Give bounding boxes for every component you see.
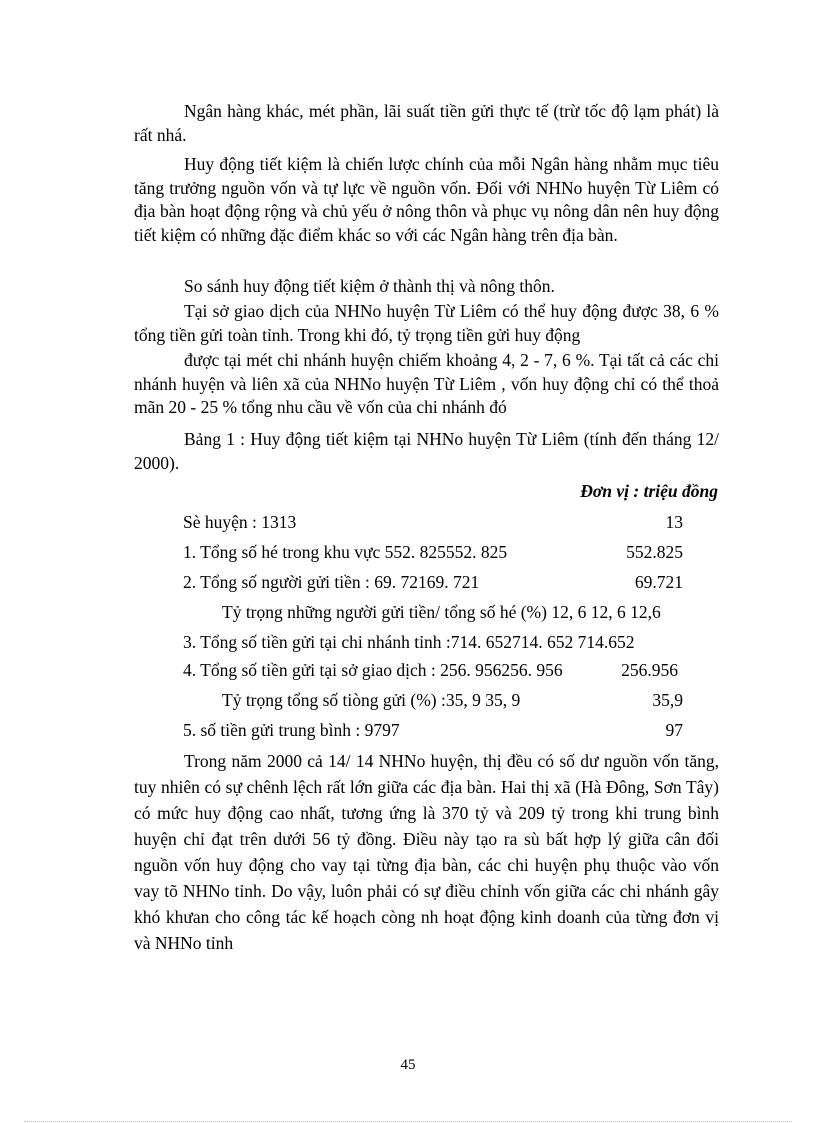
page-border: [24, 1121, 792, 1122]
paragraph-4a: Tại sở giao dịch của NHNo huyện Từ Liêm có thể huy động được 38, 6 % tổng tiền gửi toàn tỉnh. Trong khi đó, tỷ trọng tiền gửi huy động: [134, 301, 719, 345]
row-label: 1. Tổng số hé trong khu vực 552. 825552. 825: [183, 542, 508, 562]
table-caption: Bảng 1 : Huy động tiết kiệm tại NHNo huyện Từ Liêm (tính đến tháng 12/ 2000).: [134, 429, 719, 473]
row-label: Sè huyện : 1313: [183, 512, 297, 532]
row-label: Tỷ trọng tổng số tiòng gửi (%) :35, 9 35, 9: [222, 690, 521, 710]
paragraph-4b: được tại mét chi nhánh huyện chiếm khoảng 4, 2 - 7, 6 %. Tại tất cả các chi nhánh huyện và liên xã của NHNo huyện Từ Liêm , vốn huy động chỉ có thể thoả mãn 20 - 25 % tổng nhu cầu về vốn của chi nhánh đó: [134, 350, 719, 417]
row-value: 13: [665, 512, 683, 532]
table-row: [183, 659, 683, 682]
row-label: 5. số tiền gửi trung bình : 9797: [183, 720, 400, 740]
paragraph-1: Ngân hàng khác, mét phần, lãi suất tiền gửi thực tế (trừ tốc độ lạm phát) là rất nhá.: [134, 101, 719, 145]
row-label: 3. Tổng số tiền gửi tại chi nhánh tỉnh :714. 652714. 652 714.652: [183, 632, 635, 652]
table-row: [183, 631, 683, 654]
row-value: 35,9: [652, 690, 683, 710]
paragraph-2: Huy động tiết kiệm là chiến lược chính của mỗi Ngân hàng nhằm mục tiêu tăng trưởng nguồn vốn và tự lực về nguồn vốn. Đối với NHNo huyện Từ Liêm có địa bàn hoạt động rộng và chủ yếu ở nông thôn và phục vụ nông dân nên huy động tiết kiệm có những đặc điểm khác so với các Ngân hàng trên địa bàn.: [134, 154, 719, 245]
row-value: 256.956: [621, 660, 678, 680]
paragraph-3: So sánh huy động tiết kiệm ở thành thị và nông thôn.: [184, 276, 555, 296]
table-row: [183, 541, 683, 564]
table-row: [222, 601, 722, 624]
page-number: 45: [400, 1057, 416, 1073]
row-label: 2. Tổng số người gửi tiền : 69. 72169. 721: [183, 572, 480, 592]
row-value: 552.825: [626, 542, 683, 562]
table-row: [183, 511, 683, 534]
row-label: Tỷ trọng những người gửi tiền/ tổng số hé (%) 12, 6 12, 6 12,6: [222, 602, 661, 622]
paragraph-5: Trong năm 2000 cả 14/ 14 NHNo huyện, thị đều có số dư nguồn vốn tăng, tuy nhiên có sự chênh lệch rất lớn giữa các địa bàn. Hai thị xã (Hà Đông, Sơn Tây) có mức huy động cao nhất, tương ứng là 370 tỷ và 209 tỷ trong khi trung bình huyện chỉ đạt trên dưới 56 tỷ đồng. Điều này tạo ra sù bất hợp lý giữa cân đối nguồn vốn huy động cho vay tại từng địa bàn, các chi huyện phụ thuộc vào vốn vay tõ NHNo tỉnh. Do vậy, luôn phải có sự điều chỉnh vốn giữa các chi nhánh gây khó khưan cho công tác kế hoạch còng nh hoạt động kinh doanh của từng đơn vị và NHNo tỉnh: [134, 751, 719, 953]
row-label: 4. Tổng số tiền gửi tại sở giao dịch : 256. 956256. 956: [183, 660, 563, 680]
table-unit: Đơn vị : triệu đồng: [580, 481, 718, 501]
table-row: [183, 571, 683, 594]
table-row: [222, 689, 683, 712]
row-value: 97: [665, 720, 683, 740]
row-value: 69.721: [634, 572, 683, 592]
table-row: [183, 719, 683, 742]
